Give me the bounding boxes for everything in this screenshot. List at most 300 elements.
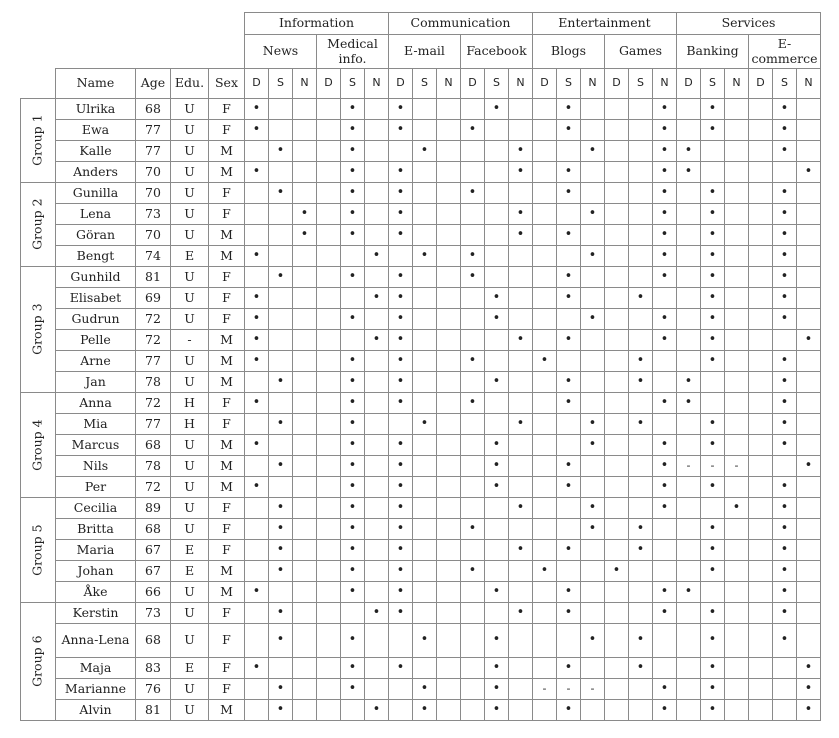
usage-cell xyxy=(316,224,341,246)
usage-cell xyxy=(484,266,509,288)
usage-cell xyxy=(676,623,701,658)
usage-cell xyxy=(532,140,557,162)
usage-cell xyxy=(316,602,341,624)
category-header: Communication xyxy=(388,12,533,35)
usage-cell xyxy=(748,518,773,540)
row-name: Arne xyxy=(55,350,136,372)
usage-mark: • xyxy=(244,287,269,309)
usage-mark: • xyxy=(340,657,365,679)
usage-cell xyxy=(532,119,557,141)
usage-cell xyxy=(484,392,509,414)
usage-mark: • xyxy=(388,497,413,519)
usage-mark: • xyxy=(412,699,437,721)
usage-cell xyxy=(700,161,725,183)
usage-cell xyxy=(508,119,533,141)
usage-cell xyxy=(604,350,629,372)
usage-cell xyxy=(604,413,629,435)
usage-cell xyxy=(436,581,461,603)
usage-cell xyxy=(628,434,653,456)
usage-cell xyxy=(364,623,389,658)
usage-mark: • xyxy=(340,266,365,288)
usage-mark: • xyxy=(556,287,581,309)
usage-cell xyxy=(604,678,629,700)
usage-cell xyxy=(364,560,389,582)
usage-mark: • xyxy=(412,245,437,267)
usage-cell xyxy=(532,434,557,456)
row-age: 70 xyxy=(135,224,171,246)
usage-cell xyxy=(796,203,821,225)
frequency-label: N xyxy=(580,68,605,99)
usage-cell xyxy=(724,518,749,540)
usage-mark: • xyxy=(580,518,605,540)
usage-mark: • xyxy=(652,678,677,700)
usage-cell xyxy=(316,392,341,414)
usage-mark: • xyxy=(340,392,365,414)
usage-cell xyxy=(316,266,341,288)
usage-mark: • xyxy=(796,678,821,700)
usage-cell xyxy=(676,678,701,700)
usage-mark: • xyxy=(700,224,725,246)
usage-cell xyxy=(268,203,293,225)
usage-cell xyxy=(628,678,653,700)
usage-cell xyxy=(436,497,461,519)
usage-cell xyxy=(772,657,797,679)
usage-mark: • xyxy=(556,657,581,679)
usage-cell xyxy=(556,350,581,372)
usage-cell xyxy=(436,98,461,120)
usage-mark: • xyxy=(580,413,605,435)
row-age: 89 xyxy=(135,497,171,519)
usage-cell xyxy=(652,657,677,679)
usage-mark: • xyxy=(388,161,413,183)
row-sex: F xyxy=(208,119,245,141)
usage-cell xyxy=(748,140,773,162)
usage-mark: • xyxy=(460,560,485,582)
usage-cell xyxy=(412,602,437,624)
usage-cell xyxy=(292,581,317,603)
usage-cell xyxy=(460,329,485,351)
usage-cell xyxy=(556,413,581,435)
usage-cell xyxy=(436,476,461,498)
usage-mark: • xyxy=(340,413,365,435)
usage-cell xyxy=(676,329,701,351)
usage-mark: • xyxy=(244,119,269,141)
row-age: 72 xyxy=(135,329,171,351)
usage-cell xyxy=(436,413,461,435)
usage-cell xyxy=(724,539,749,561)
row-sex: F xyxy=(208,497,245,519)
usage-cell xyxy=(316,497,341,519)
usage-cell xyxy=(244,224,269,246)
usage-mark: • xyxy=(796,455,821,477)
usage-cell xyxy=(748,203,773,225)
usage-cell xyxy=(436,182,461,204)
usage-mark: • xyxy=(772,140,797,162)
usage-cell xyxy=(796,245,821,267)
usage-cell xyxy=(724,119,749,141)
usage-cell xyxy=(508,678,533,700)
usage-mark: • xyxy=(652,266,677,288)
usage-cell xyxy=(316,413,341,435)
frequency-label: D xyxy=(460,68,485,99)
group-label-text: Group 6 xyxy=(29,635,45,688)
usage-cell xyxy=(436,455,461,477)
usage-cell xyxy=(292,518,317,540)
frequency-label: S xyxy=(484,68,509,99)
usage-mark: • xyxy=(556,392,581,414)
usage-cell xyxy=(244,497,269,519)
usage-cell xyxy=(292,350,317,372)
usage-cell xyxy=(748,287,773,309)
subcategory-header: Medical info. xyxy=(316,34,389,69)
usage-cell xyxy=(580,350,605,372)
usage-cell xyxy=(724,224,749,246)
usage-mark: • xyxy=(412,413,437,435)
usage-mark: • xyxy=(340,678,365,700)
usage-cell xyxy=(508,581,533,603)
usage-mark: • xyxy=(652,98,677,120)
usage-mark: • xyxy=(700,476,725,498)
usage-mark: • xyxy=(652,392,677,414)
row-age: 81 xyxy=(135,699,171,721)
usage-cell xyxy=(388,699,413,721)
row-edu: U xyxy=(170,350,209,372)
row-age: 81 xyxy=(135,266,171,288)
usage-mark: • xyxy=(340,518,365,540)
usage-mark: • xyxy=(652,203,677,225)
usage-cell xyxy=(268,476,293,498)
usage-mark: • xyxy=(652,455,677,477)
name-column-header: Name xyxy=(55,68,136,99)
usage-mark: • xyxy=(388,476,413,498)
usage-cell xyxy=(532,623,557,658)
row-edu: U xyxy=(170,266,209,288)
usage-cell xyxy=(628,224,653,246)
usage-cell xyxy=(700,371,725,393)
usage-cell xyxy=(604,119,629,141)
usage-mark: • xyxy=(364,699,389,721)
frequency-label: D xyxy=(316,68,341,99)
usage-mark: • xyxy=(268,182,293,204)
usage-cell xyxy=(532,329,557,351)
usage-cell xyxy=(316,98,341,120)
usage-mark: • xyxy=(484,623,509,658)
usage-cell xyxy=(796,434,821,456)
usage-cell xyxy=(244,455,269,477)
usage-cell xyxy=(676,602,701,624)
usage-cell xyxy=(388,413,413,435)
usage-mark: • xyxy=(556,602,581,624)
usage-cell xyxy=(532,98,557,120)
usage-cell xyxy=(412,560,437,582)
usage-cell xyxy=(508,350,533,372)
usage-mark: • xyxy=(772,434,797,456)
usage-cell xyxy=(412,350,437,372)
usage-cell xyxy=(316,308,341,330)
usage-mark: • xyxy=(460,245,485,267)
usage-mark: • xyxy=(772,413,797,435)
row-sex: F xyxy=(208,657,245,679)
usage-cell xyxy=(508,657,533,679)
usage-cell xyxy=(604,602,629,624)
usage-cell xyxy=(412,371,437,393)
usage-cell xyxy=(532,476,557,498)
usage-mark: • xyxy=(772,539,797,561)
usage-cell xyxy=(604,161,629,183)
usage-mark: • xyxy=(796,329,821,351)
subcategory-header: Facebook xyxy=(460,34,533,69)
usage-cell xyxy=(412,98,437,120)
usage-cell xyxy=(580,657,605,679)
row-edu: U xyxy=(170,98,209,120)
usage-cell xyxy=(604,203,629,225)
frequency-label: S xyxy=(772,68,797,99)
usage-cell xyxy=(460,413,485,435)
usage-cell xyxy=(244,539,269,561)
usage-mark: • xyxy=(484,678,509,700)
usage-mark: • xyxy=(388,329,413,351)
usage-cell xyxy=(532,371,557,393)
usage-cell xyxy=(580,455,605,477)
usage-mark: • xyxy=(556,476,581,498)
usage-mark: • xyxy=(268,455,293,477)
row-name: Bengt xyxy=(55,245,136,267)
row-name: Pelle xyxy=(55,329,136,351)
usage-mark: • xyxy=(652,581,677,603)
usage-cell xyxy=(508,434,533,456)
usage-mark: • xyxy=(460,119,485,141)
usage-cell xyxy=(796,350,821,372)
usage-cell xyxy=(364,518,389,540)
usage-cell xyxy=(532,224,557,246)
usage-cell xyxy=(316,161,341,183)
usage-mark: • xyxy=(388,308,413,330)
row-edu: U xyxy=(170,224,209,246)
row-name: Anna-Lena xyxy=(55,623,136,658)
usage-cell xyxy=(268,287,293,309)
usage-cell xyxy=(292,476,317,498)
usage-mark: • xyxy=(700,602,725,624)
usage-cell xyxy=(532,245,557,267)
usage-mark: • xyxy=(340,350,365,372)
usage-mark: • xyxy=(652,245,677,267)
usage-cell xyxy=(484,539,509,561)
row-age: 72 xyxy=(135,392,171,414)
usage-cell xyxy=(652,539,677,561)
usage-mark: • xyxy=(700,308,725,330)
usage-cell xyxy=(796,308,821,330)
usage-cell xyxy=(796,287,821,309)
usage-mark: • xyxy=(628,539,653,561)
usage-cell xyxy=(724,308,749,330)
usage-cell xyxy=(316,245,341,267)
row-age: 76 xyxy=(135,678,171,700)
frequency-label: S xyxy=(412,68,437,99)
usage-mark: • xyxy=(652,119,677,141)
usage-mark: • xyxy=(508,140,533,162)
usage-cell xyxy=(316,434,341,456)
usage-cell xyxy=(676,476,701,498)
usage-cell xyxy=(604,392,629,414)
usage-mark: • xyxy=(796,699,821,721)
row-name: Gudrun xyxy=(55,308,136,330)
row-age: 67 xyxy=(135,539,171,561)
usage-cell xyxy=(244,413,269,435)
usage-mark: • xyxy=(484,455,509,477)
row-edu: U xyxy=(170,182,209,204)
row-name: Elisabet xyxy=(55,287,136,309)
usage-mark: • xyxy=(388,203,413,225)
row-edu: U xyxy=(170,602,209,624)
usage-cell xyxy=(724,371,749,393)
usage-cell xyxy=(676,657,701,679)
usage-mark: • xyxy=(268,140,293,162)
usage-mark: • xyxy=(556,455,581,477)
usage-cell xyxy=(268,392,293,414)
row-edu: U xyxy=(170,203,209,225)
usage-cell xyxy=(460,308,485,330)
usage-cell xyxy=(604,539,629,561)
usage-cell xyxy=(628,119,653,141)
usage-mark: • xyxy=(508,203,533,225)
usage-mark: • xyxy=(364,287,389,309)
usage-cell xyxy=(580,224,605,246)
usage-cell xyxy=(436,602,461,624)
usage-cell xyxy=(436,329,461,351)
usage-mark: • xyxy=(340,581,365,603)
usage-cell xyxy=(268,434,293,456)
row-name: Britta xyxy=(55,518,136,540)
row-edu: E xyxy=(170,657,209,679)
usage-mark: • xyxy=(244,308,269,330)
usage-cell xyxy=(316,581,341,603)
usage-cell xyxy=(796,371,821,393)
usage-cell xyxy=(748,455,773,477)
usage-mark: • xyxy=(508,329,533,351)
usage-cell xyxy=(532,161,557,183)
row-age: 83 xyxy=(135,657,171,679)
usage-cell xyxy=(316,371,341,393)
subcategory-header: Banking xyxy=(676,34,749,69)
usage-cell xyxy=(436,203,461,225)
usage-cell xyxy=(316,518,341,540)
usage-cell xyxy=(364,476,389,498)
usage-cell xyxy=(364,678,389,700)
usage-cell xyxy=(676,434,701,456)
usage-cell xyxy=(436,287,461,309)
usage-mark: • xyxy=(388,119,413,141)
usage-mark: • xyxy=(268,560,293,582)
usage-cell xyxy=(268,119,293,141)
usage-mark: • xyxy=(772,245,797,267)
usage-cell xyxy=(532,308,557,330)
usage-mark: • xyxy=(508,539,533,561)
usage-cell xyxy=(316,657,341,679)
usage-cell xyxy=(316,329,341,351)
usage-cell xyxy=(796,413,821,435)
usage-cell xyxy=(460,140,485,162)
frequency-label: S xyxy=(556,68,581,99)
usage-mark: • xyxy=(772,98,797,120)
usage-cell xyxy=(316,287,341,309)
usage-cell xyxy=(580,287,605,309)
usage-mark: • xyxy=(484,699,509,721)
usage-mark: • xyxy=(700,182,725,204)
usage-mark: • xyxy=(556,371,581,393)
usage-cell xyxy=(796,98,821,120)
usage-cell xyxy=(580,699,605,721)
usage-cell xyxy=(556,560,581,582)
usage-cell xyxy=(796,560,821,582)
row-name: Johan xyxy=(55,560,136,582)
usage-mark: • xyxy=(676,140,701,162)
usage-cell xyxy=(292,699,317,721)
usage-cell xyxy=(364,140,389,162)
usage-mark: • xyxy=(244,98,269,120)
usage-cell xyxy=(628,182,653,204)
usage-mark: • xyxy=(292,224,317,246)
usage-mark: • xyxy=(340,497,365,519)
usage-cell xyxy=(508,98,533,120)
usage-cell xyxy=(796,623,821,658)
usage-cell xyxy=(532,392,557,414)
usage-cell xyxy=(388,140,413,162)
usage-cell xyxy=(556,434,581,456)
usage-cell xyxy=(604,518,629,540)
group-label xyxy=(20,266,56,393)
usage-cell xyxy=(292,392,317,414)
usage-mark: • xyxy=(580,245,605,267)
usage-mark: • xyxy=(700,203,725,225)
usage-cell xyxy=(484,203,509,225)
usage-mark: • xyxy=(772,266,797,288)
usage-cell xyxy=(748,413,773,435)
row-edu: U xyxy=(170,455,209,477)
row-age: 77 xyxy=(135,140,171,162)
usage-cell xyxy=(748,497,773,519)
row-age: 66 xyxy=(135,581,171,603)
subcategory-header: Games xyxy=(604,34,677,69)
row-edu: U xyxy=(170,581,209,603)
usage-cell xyxy=(604,182,629,204)
usage-cell xyxy=(388,245,413,267)
usage-mark: • xyxy=(460,266,485,288)
usage-mark: • xyxy=(388,539,413,561)
row-edu: U xyxy=(170,140,209,162)
usage-cell xyxy=(748,581,773,603)
usage-mark: • xyxy=(700,98,725,120)
row-name: Ewa xyxy=(55,119,136,141)
usage-mark: • xyxy=(388,434,413,456)
usage-mark: • xyxy=(244,581,269,603)
usage-cell xyxy=(292,623,317,658)
row-edu: U xyxy=(170,119,209,141)
row-name: Nils xyxy=(55,455,136,477)
usage-mark: • xyxy=(532,560,557,582)
usage-cell xyxy=(508,476,533,498)
usage-mark: • xyxy=(508,602,533,624)
row-sex: M xyxy=(208,581,245,603)
usage-mark: • xyxy=(340,119,365,141)
category-header: Information xyxy=(244,12,389,35)
usage-cell xyxy=(364,350,389,372)
usage-mark: • xyxy=(772,182,797,204)
usage-cell xyxy=(292,657,317,679)
row-name: Gunhild xyxy=(55,266,136,288)
group-label-text: Group 5 xyxy=(29,524,45,576)
row-sex: F xyxy=(208,539,245,561)
row-sex: M xyxy=(208,140,245,162)
